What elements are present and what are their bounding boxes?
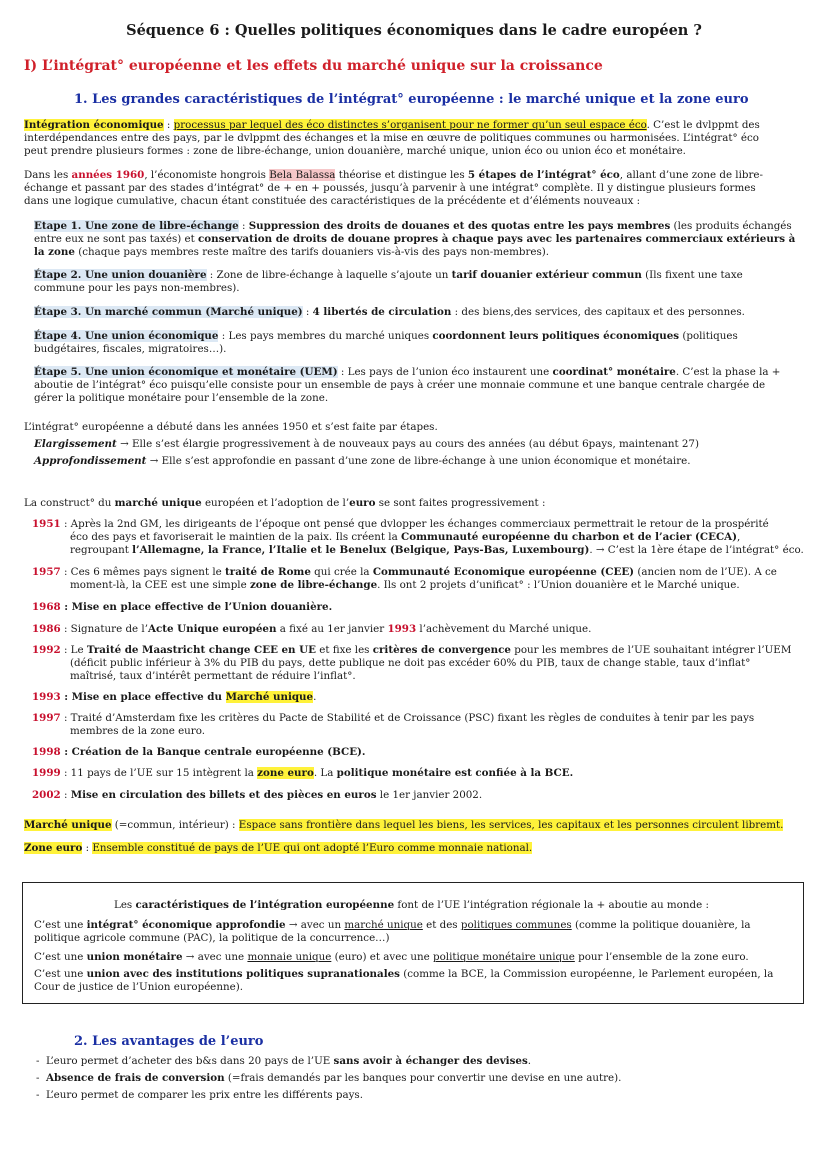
year-1998: 1998 <box>32 746 61 758</box>
text: : des biens,des services, des capitaux et des personnes. <box>451 306 745 318</box>
highlight-zone-euro: zone euro <box>257 767 314 779</box>
text: C’est une <box>34 968 87 980</box>
step-5-line-3: gérer la politique monétaire pour l’ensemble de la zone. <box>34 392 329 404</box>
text: . <box>313 691 317 703</box>
text: (euro) et avec une <box>331 951 433 963</box>
definition-line-3: peut prendre plusieurs formes : zone de libre-échange, union douanière, marché unique, union éco ou union éco et monétaire. <box>24 145 686 157</box>
definition-line-2: interdépendances entre des pays, par le dvlppmt des échanges et la mise en œuvre de politiques communes ou harmonisées. L’intégrat° éco <box>24 132 759 144</box>
timeline-1993 <box>32 691 316 704</box>
text: → Elle s’est approfondie en passant d’une zone de libre-échange à une union économique et monétaire. <box>146 455 691 467</box>
text: , <box>737 531 741 543</box>
text: . Ils ont 2 projets d’unificat° : l’Union douanière et le Marché unique. <box>377 579 740 591</box>
text: et des <box>422 919 461 931</box>
definition-highlight: Ensemble constitué de pays de l’UE qui ont adopté l’Euro comme monnaie national. <box>92 842 533 854</box>
step-2-line-2: commune pour les pays non-membres). <box>34 282 240 294</box>
text: pour les membres de l’UE souhaitant intégrer l’UEM <box>510 644 792 656</box>
year-2002: 2002 <box>32 789 61 801</box>
step-2-label: Étape 2. Une union douanière <box>34 269 207 281</box>
text: (=frais demandés par les banques pour convertir une devise en une autre). <box>224 1072 622 1084</box>
text: → Elle s’est élargie progressivement à de nouveaux pays au cours des années (au début 6pays, maintenant 27) <box>116 438 700 450</box>
text: l’achèvement du Marché unique. <box>416 623 592 635</box>
text: a fixé au 1er janvier <box>276 623 388 635</box>
highlight-marche-unique: Marché unique <box>225 691 314 703</box>
step-2-line-1 <box>34 269 743 282</box>
timeline-1992-line-1 <box>32 644 791 657</box>
text: . C’est la phase la + <box>675 366 781 378</box>
term-zone-euro: Zone euro <box>24 842 83 854</box>
bold-text: l’Allemagne, la France, l’Italie et le Benelux (Belgique, Pays-Bas, Luxembourg) <box>132 544 590 556</box>
text: (les produits échangés <box>670 220 792 232</box>
bold-text: : Mise en place effective de l’Union douanière. <box>60 601 333 613</box>
bold-text: marché unique <box>114 497 202 509</box>
bold-text: coordonnent leurs politiques économiques <box>432 330 680 342</box>
year-1986: 1986 <box>32 623 61 635</box>
text: : Traité d’Amsterdam fixe les critères du Pacte de Stabilité et de Croissance (PSC) fixant les règles de conduites à tenir par les pays <box>60 712 755 724</box>
text: moment-là, la CEE est une simple <box>70 579 250 591</box>
bold-text: Absence de frais de conversion <box>46 1072 225 1084</box>
text: pour l’ensemble de la zone euro. <box>574 951 749 963</box>
year-1999: 1999 <box>32 767 61 779</box>
step-1-line-1 <box>34 220 792 233</box>
text: : <box>238 220 249 232</box>
text: et fixe les <box>315 644 373 656</box>
text: : <box>60 789 71 801</box>
text: : <box>82 842 93 854</box>
bold-text: 4 libertés de circulation <box>312 306 452 318</box>
bullet: - <box>36 1089 40 1101</box>
step-5-line-1 <box>34 366 780 379</box>
five-steps: 5 étapes de l’intégrat° éco <box>467 169 620 181</box>
bold-text: Suppression des droits de douanes et des quotas entre les pays membres <box>248 220 671 232</box>
timeline-1968 <box>32 601 332 614</box>
text: (Ils fixent une taxe <box>641 269 743 281</box>
text: (comme la politique douanière, la <box>571 919 751 931</box>
text: : Ces 6 mêmes pays signent le <box>60 566 226 578</box>
text: entre eux ne sont pas taxés) et <box>34 233 199 245</box>
advantage-2 <box>36 1072 621 1085</box>
bold-text: Acte Unique européen <box>147 623 277 635</box>
definition-text: . C’est le dvlppmt des <box>646 119 760 131</box>
step-5-line-2: aboutie de l’intégrat° éco puisqu’elle consiste pour un ensemble de pays à créer une monnaie commune et une banque centrale chargée de <box>34 379 766 391</box>
history-intro: L’intégrat° européenne a débuté dans les années 1950 et s’est faite par étapes. <box>24 421 438 433</box>
step-4-line-2: budgétaires, fiscales, migratoires…). <box>34 343 227 355</box>
advantage-1 <box>36 1055 531 1068</box>
text: C’est une <box>34 919 87 931</box>
text: éco des pays et favoriserait le maintien de la paix. Ils créent la <box>70 531 402 543</box>
timeline-1997-line-2: membres de la zone euro. <box>70 725 206 737</box>
advantage-3 <box>36 1089 363 1102</box>
text: → avec une <box>182 951 248 963</box>
term-marche-unique: Marché unique <box>24 819 112 831</box>
elargissement-line <box>34 438 699 451</box>
text: regroupant <box>70 544 133 556</box>
bold-text: tarif douanier extérieur commun <box>451 269 642 281</box>
term-elargissement: Elargissement <box>34 438 117 450</box>
underlined-text: politiques communes <box>460 919 572 931</box>
definition-marche-unique <box>24 819 783 832</box>
text: L’euro permet d’acheter des b&s dans 20 pays de l’UE <box>46 1055 334 1067</box>
timeline-intro <box>24 497 545 510</box>
bold-text: coordinat° monétaire <box>552 366 676 378</box>
bold-text: la zone <box>34 246 75 258</box>
underlined-text: marché unique <box>344 919 423 931</box>
timeline-1951-line-2 <box>70 531 740 544</box>
text: se sont faites progressivement : <box>375 497 546 509</box>
text: (=commun, intérieur) : <box>111 819 239 831</box>
step-3-label: Étape 3. Un marché commun (Marché unique) <box>34 306 303 318</box>
bold-text: politique monétaire est confiée à la BCE. <box>336 767 574 779</box>
page-title: Séquence 6 : Quelles politiques économiques dans le cadre européen ? <box>126 22 702 39</box>
economist-name: Bela Balassa <box>269 169 336 181</box>
box-item-1-line-1 <box>34 919 751 932</box>
bold-text: traité de Rome <box>225 566 311 578</box>
year-1957: 1957 <box>32 566 61 578</box>
definition-highlight: processus par lequel des éco distinctes s’organisent pour ne former qu’un seul espace éco <box>173 119 647 131</box>
timeline-1951-line-3 <box>70 544 804 557</box>
underlined-text: monnaie unique <box>247 951 332 963</box>
step-4-line-1 <box>34 330 738 343</box>
timeline-1992-line-2: (déficit public inférieur à 3% du PIB du pays, dette publique ne doit pas excéder 60% du PIB, taux de change stable, taux d’inflat° <box>70 657 751 669</box>
balassa-line-2: échange et passant par des stades d’intégrat° de + en + poussés, jusqu’à parvenir à une intégrat° complète. Il y distingue plusieurs formes <box>24 182 756 194</box>
text: (politiques <box>679 330 738 342</box>
year-1993: 1993 <box>32 691 61 703</box>
text: : <box>302 306 313 318</box>
term-approfondissement: Approfondissement <box>34 455 147 467</box>
year-1951: 1951 <box>32 518 61 530</box>
step-3-line-1 <box>34 306 745 319</box>
definition-zone-euro <box>24 842 532 855</box>
timeline-1951-line-1 <box>32 518 769 531</box>
year-highlight: années 1960 <box>71 169 145 181</box>
timeline-1957-line-2 <box>70 579 740 592</box>
text: (comme la BCE, la Commission européenne, le Parlement européen, la <box>399 968 774 980</box>
box-item-2 <box>34 951 749 964</box>
step-4-label: Étape 4. Une union économique <box>34 330 219 342</box>
text: L’euro permet de comparer les prix entre les différents pays. <box>46 1089 363 1101</box>
text: : Après la 2nd GM, les dirigeants de l’époque ont pensé que dvlopper les échanges commerciaux permettrait le retour de la prospérité <box>60 518 769 530</box>
bold-text: zone de libre-échange <box>249 579 378 591</box>
text: , allant d’une zone de libre- <box>619 169 763 181</box>
text: Les <box>114 899 136 911</box>
text: (chaque pays membres reste maître des tarifs douaniers vis-à-vis des pays non-membres). <box>74 246 550 258</box>
timeline-1998 <box>32 746 366 759</box>
bold-text: Communauté européenne du charbon et de l’acier (CECA) <box>401 531 738 543</box>
text: . La <box>313 767 337 779</box>
bold-text: critères de convergence <box>372 644 511 656</box>
bullet: - <box>36 1072 40 1084</box>
bold-text: : Création de la Banque centrale européenne (BCE). <box>60 746 366 758</box>
box-intro <box>114 899 709 912</box>
year-1968: 1968 <box>32 601 61 613</box>
definition-line-1: Intégration économique : processus par lequel des éco distinctes s’organisent pour ne former qu’un seul espace éco. C’est le dvlppmt des <box>24 119 760 131</box>
text: Dans les <box>24 169 72 181</box>
bold-text: Communauté Economique européenne (CEE) <box>372 566 635 578</box>
timeline-1957-line-1 <box>32 566 777 579</box>
text: , l’économiste hongrois <box>144 169 270 181</box>
bold-text: union monétaire <box>86 951 183 963</box>
text: théorise et distingue les <box>335 169 468 181</box>
bold-text: : Mise en place effective du <box>60 691 226 703</box>
text: . → C’est la 1ère étape de l’intégrat° éco. <box>589 544 804 556</box>
bold-text: union avec des institutions politiques supranationales <box>86 968 400 980</box>
text: : Zone de libre-échange à laquelle s’ajoute un <box>206 269 452 281</box>
text: : Les pays membres du marché uniques <box>218 330 433 342</box>
bold-text: Mise en circulation des billets et des pièces en euros <box>70 789 377 801</box>
bold-text: euro <box>349 497 376 509</box>
timeline-1997-line-1 <box>32 712 754 725</box>
bullet: - <box>36 1055 40 1067</box>
year-1992: 1992 <box>32 644 61 656</box>
year-1993-inline: 1993 <box>387 623 417 635</box>
text: qui crée la <box>310 566 373 578</box>
section-heading-1: I) L’intégrat° européenne et les effets du marché unique sur la croissance <box>24 58 603 74</box>
box-item-3-line-2: Cour de justice de l’Union européenne). <box>34 981 244 993</box>
bold-text: conservation de droits de douane propres à chaque pays avec les partenaires commerciaux extérieurs à <box>198 233 796 245</box>
timeline-1992-line-3: maîtrisé, taux d’intérêt permettant de réduire l’inflat°. <box>70 670 356 682</box>
step-1-label: Etape 1. Une zone de libre-échange <box>34 220 239 232</box>
subsection-heading-1: 1. Les grandes caractéristiques de l’intégrat° européenne : le marché unique et la zone euro <box>74 92 749 107</box>
text: européen et l’adoption de l’ <box>201 497 350 509</box>
bold-text: intégrat° économique approfondie <box>86 919 286 931</box>
box-item-1-line-2: politique agricole commune (PAC), la politique de la concurrence…) <box>34 932 390 944</box>
text: le 1er janvier 2002. <box>376 789 483 801</box>
underlined-text: politique monétaire unique <box>433 951 575 963</box>
text: (ancien nom de l’UE). A ce <box>634 566 777 578</box>
term-integration-economique: Intégration économique <box>24 119 164 131</box>
step-5-label: Étape 5. Une union économique et monétaire (UEM) <box>34 366 338 378</box>
subsection-heading-2: 2. Les avantages de l’euro <box>74 1034 264 1049</box>
text: C’est une <box>34 951 87 963</box>
text: font de l’UE l’intégration régionale la + aboutie au monde : <box>394 899 709 911</box>
year-1997: 1997 <box>32 712 61 724</box>
timeline-2002 <box>32 789 482 802</box>
bold-text: caractéristiques de l’intégration européenne <box>135 899 395 911</box>
balassa-line-3: dans une logique cumulative, chacun étant constituée des caractéristiques de la précédente et d’éléments nouveaux : <box>24 195 641 207</box>
step-1-line-3 <box>34 246 549 259</box>
text: : 11 pays de l’UE sur 15 intègrent la <box>60 767 258 779</box>
text: . <box>527 1055 532 1067</box>
timeline-1999 <box>32 767 573 780</box>
text: : Le <box>60 644 87 656</box>
timeline-1986 <box>32 623 591 636</box>
box-item-3-line-1 <box>34 968 773 981</box>
approfondissement-line <box>34 455 691 468</box>
definition-highlight: Espace sans frontière dans lequel les biens, les services, les capitaux et les personnes circulent libremt. <box>238 819 784 831</box>
bold-text: sans avoir à échanger des devises <box>333 1055 528 1067</box>
text: : Signature de l’ <box>60 623 148 635</box>
text: → avec un <box>285 919 345 931</box>
text: La construct° du <box>24 497 115 509</box>
step-1-line-2 <box>34 233 795 246</box>
balassa-line-1 <box>24 169 763 182</box>
bold-text: Traité de Maastricht change CEE en UE <box>86 644 316 656</box>
text: : Les pays de l’union éco instaurent une <box>337 366 553 378</box>
